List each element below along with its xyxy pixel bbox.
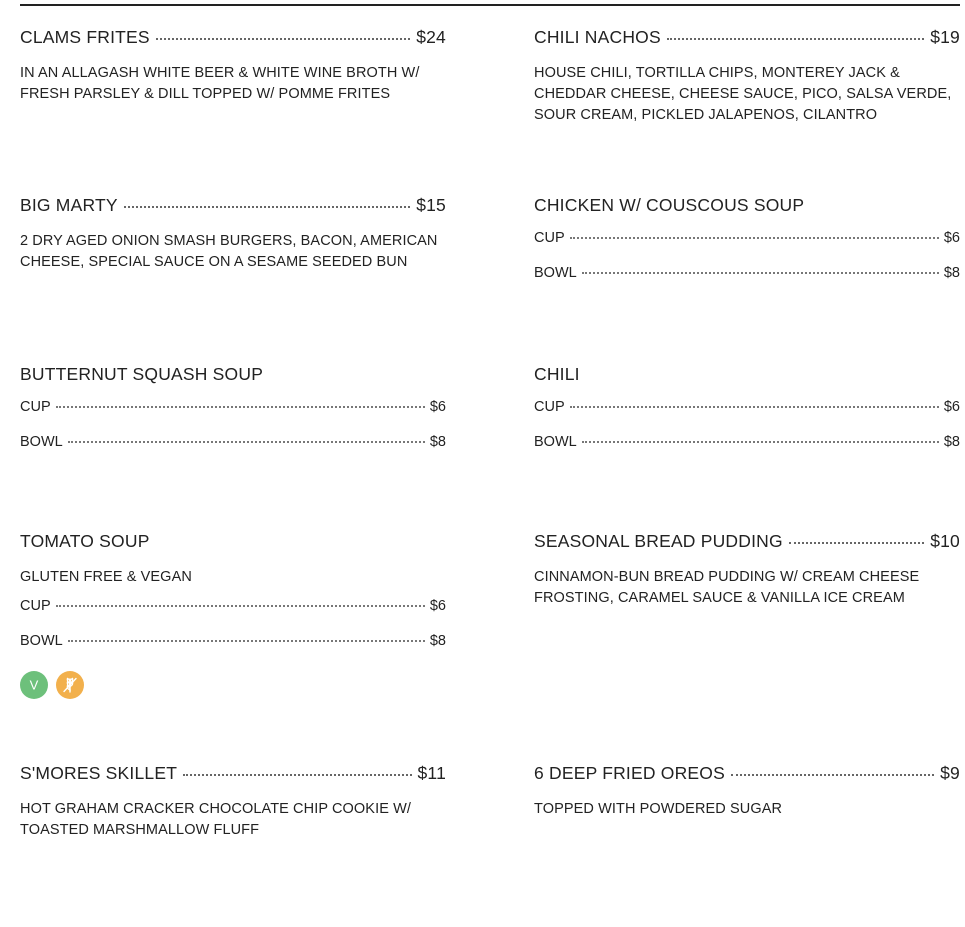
- size-label: BOWL: [20, 633, 63, 649]
- item-name: CHICKEN W/ COUSCOUS SOUP: [534, 195, 805, 215]
- size-options: [20, 598, 446, 668]
- item-header: [20, 27, 446, 49]
- item-price: $10: [930, 531, 960, 551]
- dietary-icons: [20, 671, 446, 699]
- menu-item-chicken-couscous-soup: [534, 195, 960, 300]
- item-description: CINNAMON-BUN BREAD PUDDING W/ CREAM CHEESE FROSTING, CARAMEL SAUCE & VANILLA ICE CREAM: [534, 569, 920, 606]
- dot-leader: [731, 774, 934, 776]
- menu-item-tomato-soup: [20, 531, 446, 699]
- item-description: IN AN ALLAGASH WHITE BEER & WHITE WINE BROTH W/ FRESH PARSLEY & DILL TOPPED W/ POMME FRITES: [20, 65, 420, 102]
- item-name: SEASONAL BREAD PUDDING: [534, 531, 783, 551]
- item-price: $24: [416, 27, 446, 47]
- gluten-free-icon: [56, 671, 84, 699]
- item-name: BIG MARTY: [20, 195, 118, 215]
- size-label: CUP: [534, 230, 565, 246]
- item-header: [20, 763, 446, 785]
- item-name: CLAMS FRITES: [20, 27, 150, 47]
- item-header: [20, 195, 446, 217]
- size-label: CUP: [20, 598, 51, 614]
- item-header: [534, 364, 960, 386]
- item-price: $19: [930, 27, 960, 47]
- item-price: $11: [417, 763, 446, 783]
- dot-leader: [570, 406, 939, 408]
- dot-leader: [156, 38, 410, 40]
- item-name: TOMATO SOUP: [20, 531, 150, 551]
- dot-leader: [582, 441, 939, 443]
- menu-item-clams-frites: [20, 27, 446, 105]
- item-header: [534, 763, 960, 785]
- size-row-cup: [20, 399, 446, 434]
- item-description: HOT GRAHAM CRACKER CHOCOLATE CHIP COOKIE W/ TOASTED MARSHMALLOW FLUFF: [20, 801, 412, 838]
- menu-item-seasonal-bread-pudding: [534, 531, 960, 609]
- item-header: [534, 195, 960, 217]
- size-price: $6: [429, 598, 446, 614]
- item-header: [534, 531, 960, 553]
- dot-leader: [124, 206, 410, 208]
- size-label: BOWL: [534, 265, 577, 281]
- item-price: $9: [940, 763, 960, 783]
- size-row-bowl: [20, 633, 446, 668]
- item-description: GLUTEN FREE & VEGAN: [20, 569, 192, 585]
- size-price: $6: [429, 399, 446, 415]
- size-label: CUP: [534, 399, 565, 415]
- dot-leader: [68, 441, 425, 443]
- dot-leader: [56, 605, 425, 607]
- dot-leader: [582, 272, 939, 274]
- dot-leader: [56, 406, 425, 408]
- item-name: CHILI NACHOS: [534, 27, 661, 47]
- item-name: BUTTERNUT SQUASH SOUP: [20, 364, 264, 384]
- dot-leader: [667, 38, 924, 40]
- item-name: 6 DEEP FRIED OREOS: [534, 763, 725, 783]
- vegan-icon: [20, 671, 48, 699]
- menu-item-chili: [534, 364, 960, 469]
- item-description: 2 DRY AGED ONION SMASH BURGERS, BACON, AMERICAN CHEESE, SPECIAL SAUCE ON A SESAME SEEDED BUN: [20, 233, 438, 270]
- item-header: [534, 27, 960, 49]
- item-price: $15: [416, 195, 446, 215]
- size-row-bowl: [20, 434, 446, 469]
- size-price: $8: [943, 434, 960, 450]
- item-header: [20, 531, 446, 553]
- size-row-cup: [534, 230, 960, 265]
- menu-item-smores-skillet: [20, 763, 446, 841]
- size-row-cup: [534, 399, 960, 434]
- size-label: BOWL: [534, 434, 577, 450]
- menu-item-deep-fried-oreos: [534, 763, 960, 820]
- item-description: TOPPED WITH POWDERED SUGAR: [534, 801, 783, 817]
- dot-leader: [789, 542, 924, 544]
- item-name: S'MORES SKILLET: [20, 763, 178, 783]
- top-divider: [20, 4, 960, 6]
- menu-item-butternut-squash-soup: [20, 364, 446, 469]
- size-row-bowl: [534, 265, 960, 300]
- item-description: HOUSE CHILI, TORTILLA CHIPS, MONTEREY JACK & CHEDDAR CHEESE, CHEESE SAUCE, PICO, SALSA VERDE, SOUR CREAM, PICKLED JALAPENOS, CILANTRO: [534, 65, 952, 123]
- menu-item-chili-nachos: [534, 27, 960, 126]
- size-row-bowl: [534, 434, 960, 469]
- size-price: $8: [429, 633, 446, 649]
- size-row-cup: [20, 598, 446, 633]
- dot-leader: [570, 237, 939, 239]
- size-label: BOWL: [20, 434, 63, 450]
- size-options: [534, 230, 960, 300]
- size-label: CUP: [20, 399, 51, 415]
- dot-leader: [183, 774, 411, 776]
- menu-item-big-marty: [20, 195, 446, 273]
- size-price: $8: [429, 434, 446, 450]
- svg-text:V: V: [29, 677, 39, 693]
- dot-leader: [68, 640, 425, 642]
- size-price: $6: [943, 230, 960, 246]
- size-price: $6: [943, 399, 960, 415]
- size-options: [534, 399, 960, 469]
- item-name: CHILI: [534, 364, 580, 384]
- size-options: [20, 399, 446, 469]
- item-header: [20, 364, 446, 386]
- size-price: $8: [943, 265, 960, 281]
